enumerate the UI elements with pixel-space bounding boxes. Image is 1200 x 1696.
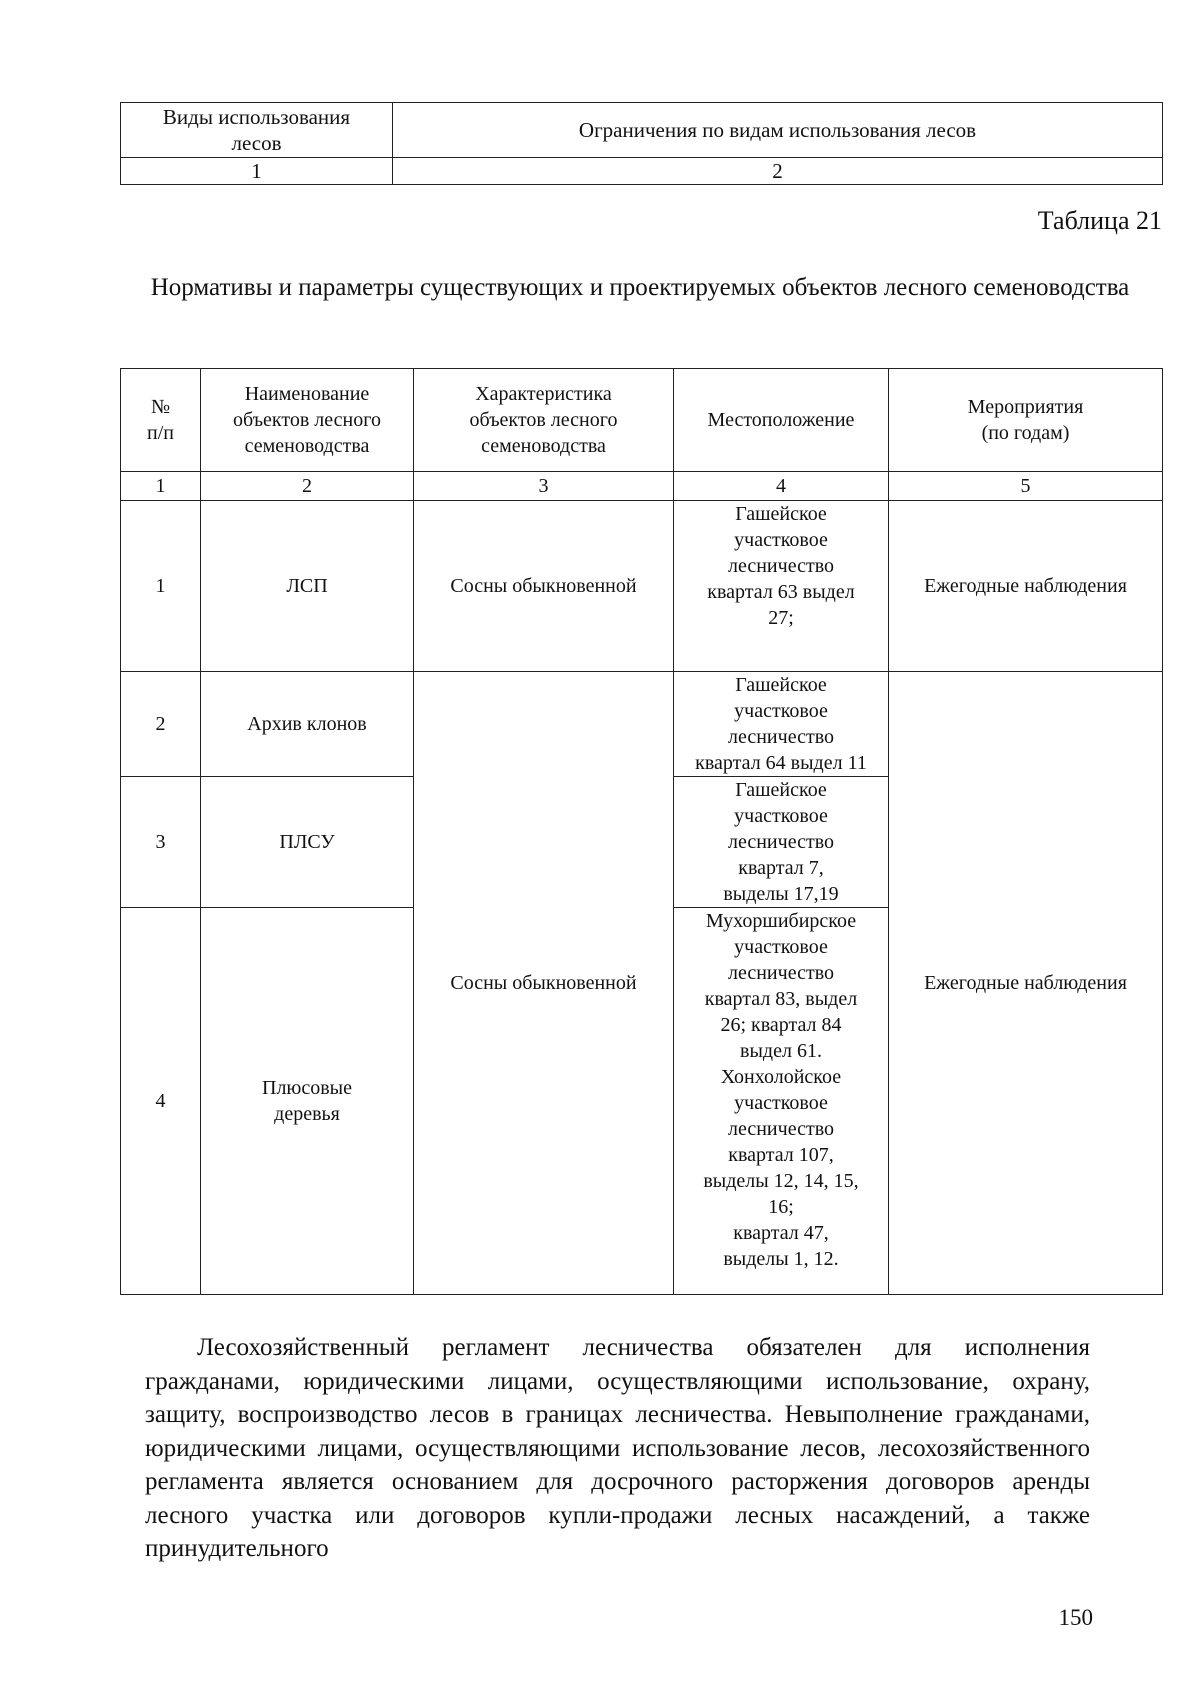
location-cell: Мухоршибирское участковое лесничество квартал 83, выдел 26; квартал 84 выдел 61. Хонхолойское участковое лесничество квартал 107, выделы 12, 14, 15, 16; квартал 47, выделы 1, 12. — [674, 908, 889, 1295]
location-cell: Гашейское участковое лесничество квартал 63 выдел 27; — [674, 501, 889, 672]
header-cell-location: Местоположение — [674, 369, 889, 472]
table-title: Нормативы и параметры существующих и проектируемых объектов лесного семеноводства — [150, 274, 1130, 301]
column-number-cell: 2 — [393, 158, 1163, 185]
characteristic-cell: Сосны обыкновенной — [414, 501, 674, 672]
header-cell-restrictions: Ограничения по видам использования лесов — [393, 103, 1163, 158]
activities-cell: Ежегодные наблюдения — [889, 501, 1163, 672]
header-row — [121, 369, 1163, 472]
object-name-cell: Архив клонов — [201, 672, 414, 777]
table-row — [121, 672, 1163, 777]
column-number-cell: 2 — [201, 472, 414, 501]
header-row — [121, 103, 1163, 158]
row-number-cell: 3 — [121, 777, 201, 908]
column-number-row — [121, 158, 1163, 185]
column-number-cell: 4 — [674, 472, 889, 501]
header-cell-use-type: Виды использования лесов — [121, 103, 393, 158]
row-number-cell: 2 — [121, 672, 201, 777]
column-number-cell: 1 — [121, 158, 393, 185]
header-cell-name: Наименование объектов лесного семеноводства — [201, 369, 414, 472]
body-paragraph: Лесохозяйственный регламент лесничества обязателен для исполнения гражданами, юридическими лицами, осуществляющими использование, охрану, защиту, воспроизводство лесов в границах лесничества. Невыполнение гражданами, юридическими лицами, осуществляющими использование лесов, лесохозяйственного регламента является основанием для досрочного расторжения договоров аренды лесного участка или договоров купли-продажи лесных насаждений, а также принудительного — [145, 1334, 1090, 1562]
row-number-cell: 4 — [121, 908, 201, 1295]
header-cell-activities: Мероприятия (по годам) — [889, 369, 1163, 472]
object-name-cell: ЛСП — [201, 501, 414, 672]
table-row — [121, 501, 1163, 672]
forest-use-restrictions-table — [120, 102, 1163, 185]
header-cell-number: № п/п — [121, 369, 201, 472]
table-label: Таблица 21 — [1037, 206, 1162, 235]
column-number-row — [121, 472, 1163, 501]
page-number: 150 — [1058, 1605, 1093, 1630]
location-cell: Гашейское участковое лесничество квартал 64 выдел 11 — [674, 672, 889, 777]
column-number-cell: 5 — [889, 472, 1163, 501]
object-name-cell: ПЛСУ — [201, 777, 414, 908]
row-number-cell: 1 — [121, 501, 201, 672]
column-number-cell: 3 — [414, 472, 674, 501]
column-number-cell: 1 — [121, 472, 201, 501]
location-cell: Гашейское участковое лесничество квартал 7, выделы 17,19 — [674, 777, 889, 908]
characteristic-merged-cell: Сосны обыкновенной — [414, 672, 674, 1295]
header-cell-characteristic: Характеристика объектов лесного семеноводства — [414, 369, 674, 472]
seed-objects-table — [120, 368, 1163, 1295]
object-name-cell: Плюсовые деревья — [201, 908, 414, 1295]
activities-merged-cell: Ежегодные наблюдения — [889, 672, 1163, 1295]
